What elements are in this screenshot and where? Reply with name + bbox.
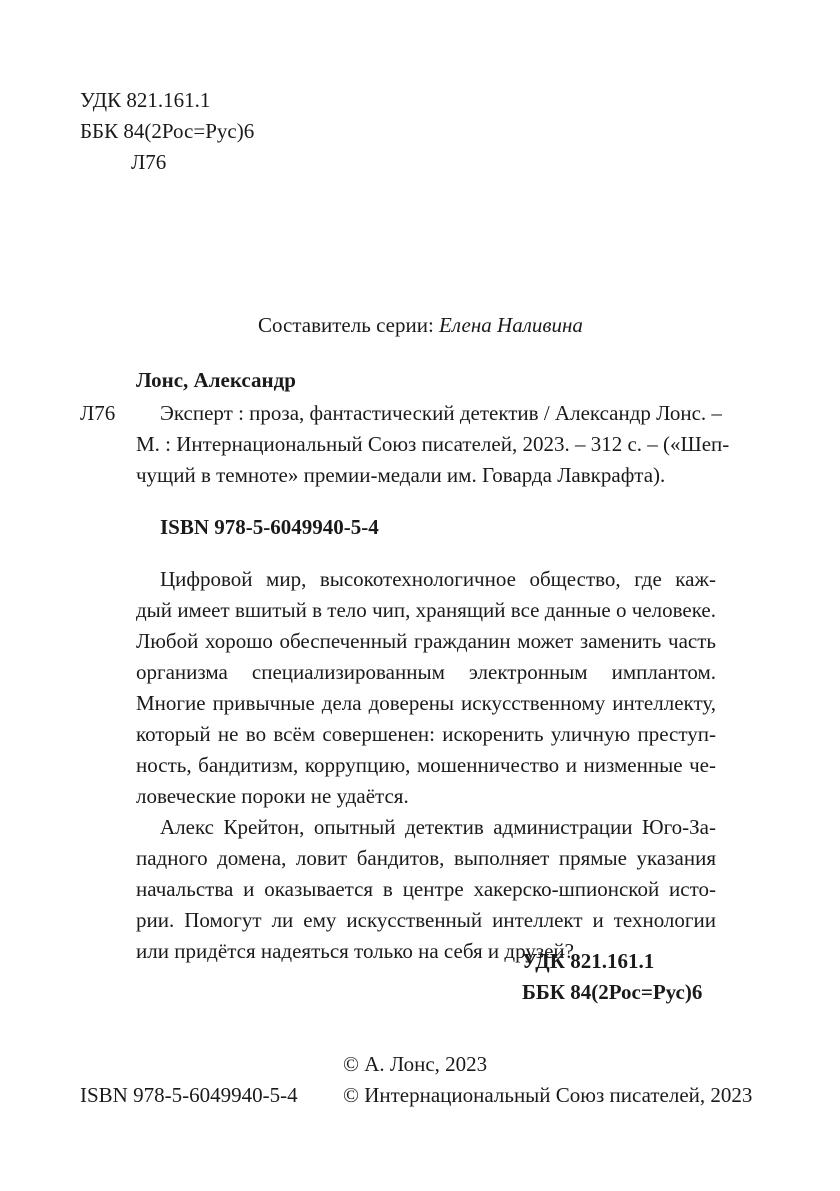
annotation-line: дый имеет вшитый в тело чип, хранящий все данные о человеке. xyxy=(136,598,716,622)
author-heading: Лонс, Александр xyxy=(136,368,296,392)
copyright-publisher: © Интернациональный Союз писателей, 2023 xyxy=(343,1083,753,1107)
series-compiler-label: Составитель серии: xyxy=(258,313,440,337)
annotation-line: который не во всём совершенен: искоренить уличную преступ- xyxy=(136,722,716,746)
series-compiler xyxy=(258,310,583,341)
bbk-code-bottom: ББК 84(2Рос=Рус)6 xyxy=(522,980,703,1004)
author-sign-top: Л76 xyxy=(131,150,167,174)
annotation-line: начальства и оказывается в центре хакерско-шпионской исто- xyxy=(136,877,716,901)
isbn-main: ISBN 978-5-6049940-5-4 xyxy=(160,515,379,539)
bbk-code-top: ББК 84(2Рос=Рус)6 xyxy=(80,119,255,143)
copyright-author: © А. Лонс, 2023 xyxy=(343,1052,488,1076)
author-sign-left: Л76 xyxy=(80,401,116,425)
annotation-line: рии. Помогут ли ему искусственный интеллект и технологии xyxy=(136,908,716,932)
udk-code-bottom: УДК 821.161.1 xyxy=(522,949,655,973)
bibliographic-line: М. : Интернациональный Союз писателей, 2023. – 312 с. – («Шеп- xyxy=(136,432,730,456)
annotation-line: или придётся надеяться только на себя и друзей? xyxy=(136,939,574,963)
annotation-line: организма специализированным электронным имплантом. xyxy=(136,660,716,684)
annotation-line: ловеческие пороки не удаётся. xyxy=(136,784,409,808)
series-compiler-name: Елена Наливина xyxy=(439,313,583,337)
annotation-line: Многие привычные дела доверены искусственному интеллекту, xyxy=(136,691,716,715)
isbn-footer: ISBN 978-5-6049940-5-4 xyxy=(80,1083,298,1107)
bibliographic-line: Эксперт : проза, фантастический детектив / Александр Лонс. – xyxy=(160,401,722,425)
bibliographic-line: чущий в темноте» премии-медали им. Говарда Лавкрафта). xyxy=(136,463,666,487)
udk-code-top: УДК 821.161.1 xyxy=(80,88,211,112)
annotation-line: Любой хорошо обеспеченный гражданин может заменить часть xyxy=(136,629,716,653)
annotation-line: Цифровой мир, высокотехнологичное общество, где каж- xyxy=(160,567,716,591)
annotation-line: ность, бандитизм, коррупцию, мошенничество и низменные че- xyxy=(136,753,716,777)
annotation-line: Алекс Крейтон, опытный детектив администрации Юго-За- xyxy=(160,815,716,839)
annotation-line: падного домена, ловит бандитов, выполняет прямые указания xyxy=(136,846,716,870)
